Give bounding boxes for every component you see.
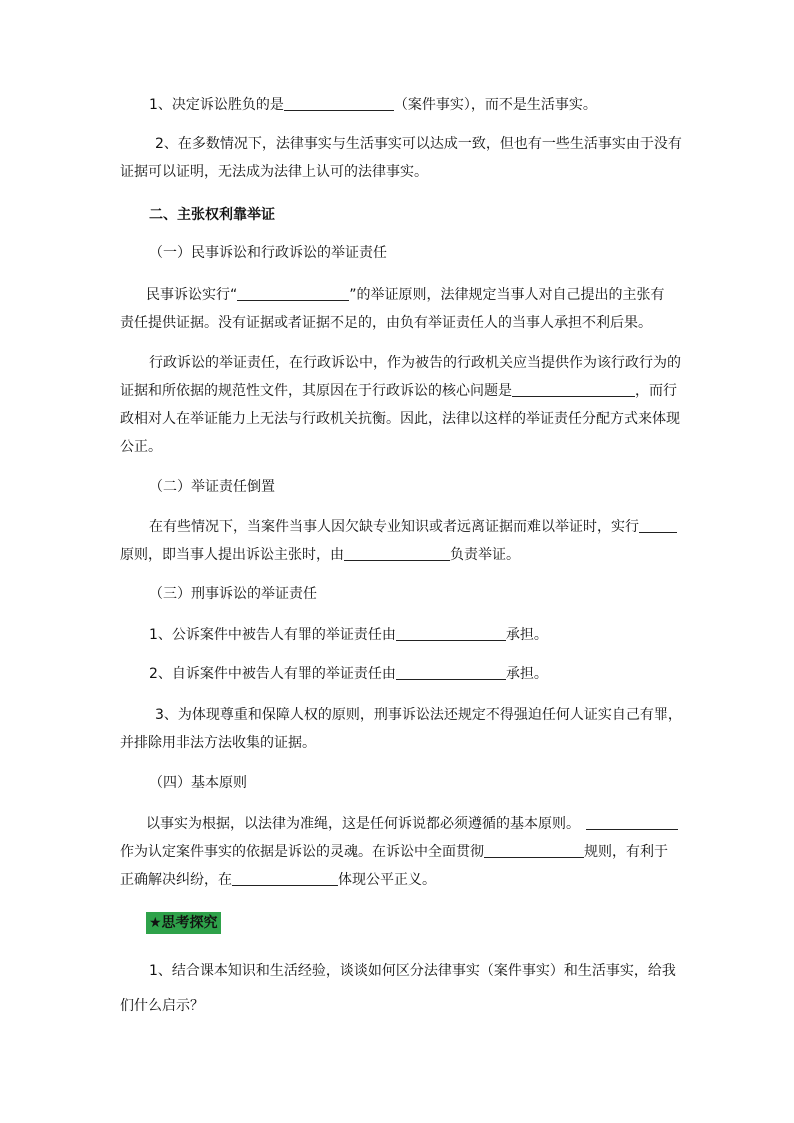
text: 正确解决纠纷，在: [120, 872, 232, 888]
heading-text: 二、主张权利靠举证: [149, 207, 275, 223]
section-badge-row: [146, 912, 221, 934]
paragraph-line: [120, 409, 680, 429]
paragraph-line: [120, 545, 520, 565]
text: 证据和所依据的规范性文件，其原因在于行政诉讼的核心问题是: [120, 383, 512, 399]
fill-blank[interactable]: [396, 626, 506, 641]
text: 1、决定诉讼胜负的是: [149, 97, 284, 113]
text: 规则，有利于: [584, 844, 668, 860]
text: （案件事实），而不是生活事实。: [393, 97, 597, 113]
text: 证据可以证明，无法成为法律上认可的法律事实。: [120, 164, 428, 180]
text: 并排除用非法方法收集的证据。: [120, 735, 316, 751]
subsection-heading: [149, 773, 247, 793]
text: 们什么启示？: [120, 998, 204, 1014]
text: ”的举证原则，法律规定当事人对自己提出的主张有: [349, 287, 665, 303]
text: 体现公平正义。: [338, 872, 436, 888]
text: 责任提供证据。没有证据或者证据不足的，由负有举证责任人的当事人承担不利后果。: [120, 315, 652, 331]
paragraph-line: [120, 870, 436, 890]
text: 1、公诉案件中被告人有罪的举证责任由: [149, 627, 396, 643]
heading-text: （四）基本原则: [149, 775, 247, 791]
text: 2、在多数情况下，法律事实与生活事实可以达成一致，但也有一些生活事实由于没有: [155, 136, 682, 152]
fill-blank[interactable]: [237, 286, 349, 301]
fill-blank[interactable]: [344, 546, 450, 561]
text: 负责举证。: [450, 547, 520, 563]
text: 原则，即当事人提出诉讼主张时，由: [120, 547, 344, 563]
heading-text: （三）刑事诉讼的举证责任: [149, 586, 317, 602]
fill-blank[interactable]: [639, 518, 677, 533]
text: 民事诉讼实行“: [146, 287, 238, 303]
paragraph-line: [120, 381, 677, 401]
text: ，而行: [635, 383, 677, 399]
paragraph-line: [120, 162, 428, 182]
fill-blank[interactable]: [586, 815, 678, 830]
paragraph-line: [120, 842, 668, 862]
text: 公正。: [120, 439, 162, 455]
text: 政相对人在举证能力上无法与行政机关抗衡。因此，法律以这样的举证责任分配方式来体现: [120, 411, 680, 427]
text: 2、自诉案件中被告人有罪的举证责任由: [149, 666, 396, 682]
fill-blank[interactable]: [396, 665, 506, 680]
paragraph-line: [120, 733, 316, 753]
paragraph-line: [120, 996, 204, 1016]
text: 以事实为根据，以法律为准绳，这是任何诉说都必须遵循的基本原则。: [146, 816, 580, 832]
paragraph-line: [149, 961, 676, 981]
text: 行政诉讼的举证责任，在行政诉讼中，作为被告的行政机关应当提供作为该行政行为的: [149, 355, 681, 371]
text: 在有些情况下，当案件当事人因欠缺专业知识或者远离证据而难以举证时，实行: [149, 519, 639, 535]
paragraph-line: [149, 95, 597, 115]
fill-blank[interactable]: [284, 96, 394, 111]
paragraph-line: [149, 353, 681, 373]
fill-blank[interactable]: [232, 871, 338, 886]
subsection-heading: [149, 584, 317, 604]
text: 承担。: [505, 666, 548, 682]
paragraph-line: [146, 285, 665, 305]
paragraph-line: [155, 705, 682, 725]
paragraph-line: [155, 134, 682, 154]
text: 1、结合课本知识和生活经验，谈谈如何区分法律事实（案件事实）和生活事实，给我: [149, 963, 676, 979]
text: 承担。: [505, 627, 548, 643]
heading-text: （二）举证责任倒置: [149, 479, 275, 495]
paragraph-line: [149, 664, 548, 684]
paragraph-line: [120, 313, 652, 333]
think-explore-badge: ★思考探究: [146, 912, 221, 934]
subsection-heading: [149, 477, 275, 497]
paragraph-line: [149, 517, 677, 537]
subsection-heading: [149, 243, 387, 263]
paragraph-line: [146, 814, 678, 834]
paragraph-line: [149, 625, 548, 645]
section-heading: [149, 205, 275, 225]
fill-blank[interactable]: [484, 843, 584, 858]
heading-text: （一）民事诉讼和行政诉讼的举证责任: [149, 245, 387, 261]
paragraph-line: [120, 437, 162, 457]
fill-blank[interactable]: [512, 382, 635, 397]
text: 作为认定案件事实的依据是诉讼的灵魂。在诉讼中全面贯彻: [120, 844, 484, 860]
text: 3、为体现尊重和保障人权的原则，刑事诉讼法还规定不得强迫任何人证实自己有罪，: [155, 707, 682, 723]
